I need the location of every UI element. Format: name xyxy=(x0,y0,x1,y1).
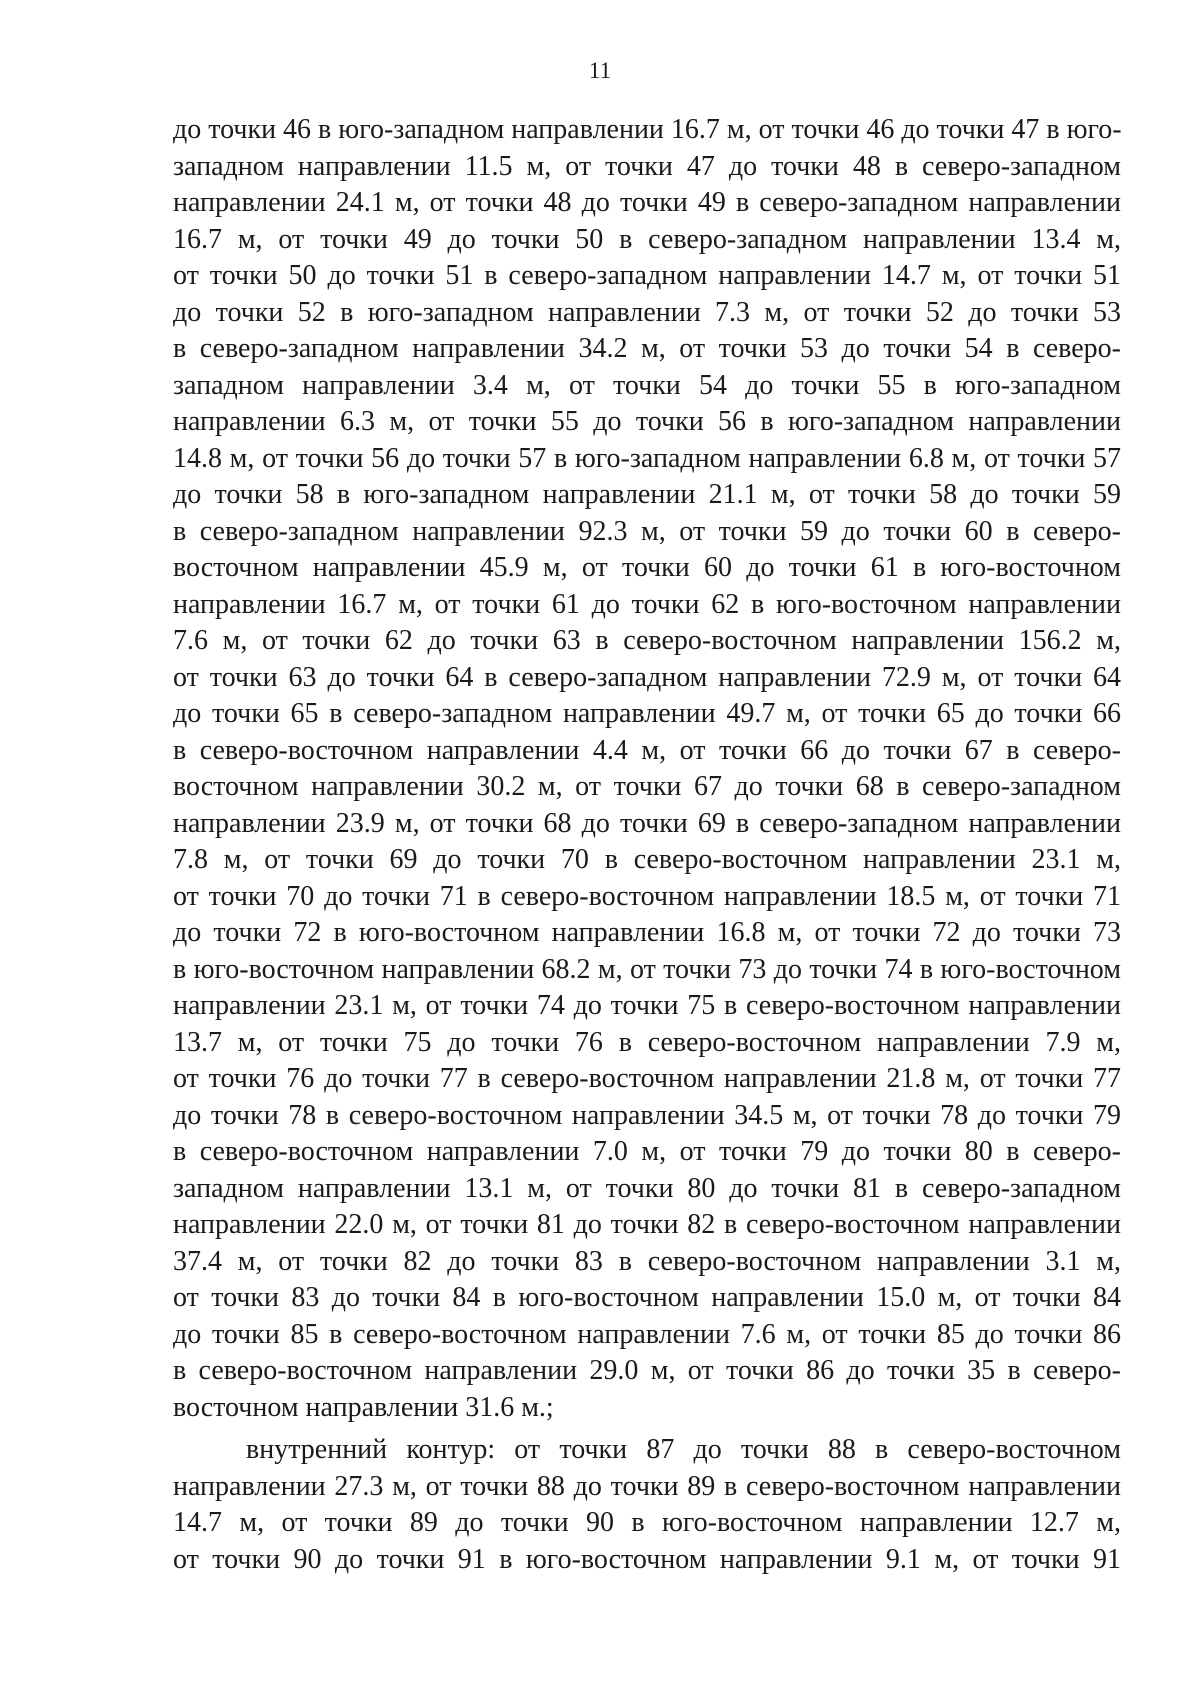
text-line: направлении 23.9 м, от точки 68 до точки 69 в северо-западном направлении xyxy=(173,807,1121,839)
text-line: 7.8 м, от точки 69 до точки 70 в северо-восточном направлении 23.1 м, xyxy=(173,844,1121,875)
text-line: западном направлении 11.5 м, от точки 47 до точки 48 в северо-западном xyxy=(173,150,1121,182)
text-line: от точки 83 до точки 84 в юго-восточном направлении 15.0 м, от точки 84 xyxy=(173,1282,1121,1313)
text-line: от точки 50 до точки 51 в северо-западном направлении 14.7 м, от точки 51 xyxy=(173,260,1121,291)
text-line: направлении 27.3 м, от точки 88 до точки 89 в северо-восточном направлении xyxy=(173,1470,1121,1502)
text-line: в северо-восточном направлении 7.0 м, от точки 79 до точки 80 в северо- xyxy=(173,1136,1121,1167)
text-line: от точки 63 до точки 64 в северо-западном направлении 72.9 м, от точки 64 xyxy=(173,661,1121,693)
text-line: направлении 23.1 м, от точки 74 до точки 75 в северо-восточном направлении xyxy=(173,990,1121,1021)
text-line: внутренний контур: от точки 87 до точки 88 в северо-восточном xyxy=(246,1434,1121,1465)
paragraph-inner-contour xyxy=(173,1432,1121,1578)
text-line: в северо-западном направлении 34.2 м, от точки 53 до точки 54 в северо- xyxy=(173,333,1121,364)
text-line: восточном направлении 31.6 м.; xyxy=(173,1391,554,1423)
text-line: 16.7 м, от точки 49 до точки 50 в северо-западном направлении 13.4 м, xyxy=(173,223,1121,255)
text-line: от точки 90 до точки 91 в юго-восточном направлении 9.1 м, от точки 91 xyxy=(173,1543,1121,1575)
text-line: направлении 24.1 м, от точки 48 до точки 49 в северо-западном направлении xyxy=(173,187,1121,218)
text-line: направлении 6.3 м, от точки 55 до точки 56 в юго-западном направлении xyxy=(173,406,1121,437)
text-line: в северо-западном направлении 92.3 м, от точки 59 до точки 60 в северо- xyxy=(173,515,1121,547)
paragraph-outer-contour xyxy=(173,112,1121,1426)
page-number: 11 xyxy=(588,58,612,83)
text-line: в северо-восточном направлении 4.4 м, от точки 66 до точки 67 в северо- xyxy=(173,734,1121,766)
text-line: восточном направлении 30.2 м, от точки 67 до точки 68 в северо-западном xyxy=(173,771,1121,802)
text-line: 14.8 м, от точки 56 до точки 57 в юго-западном направлении 6.8 м, от точки 57 xyxy=(173,442,1121,474)
text-line: 13.7 м, от точки 75 до точки 76 в северо-восточном направлении 7.9 м, xyxy=(173,1026,1121,1058)
text-line: до точки 65 в северо-западном направлении 49.7 м, от точки 65 до точки 66 xyxy=(173,698,1121,729)
document-body xyxy=(173,112,1121,1578)
text-line: западном направлении 3.4 м, от точки 54 до точки 55 в юго-западном xyxy=(173,369,1121,401)
text-line: от точки 70 до точки 71 в северо-восточном направлении 18.5 м, от точки 71 xyxy=(173,880,1121,912)
text-line: направлении 16.7 м, от точки 61 до точки 62 в юго-восточном направлении xyxy=(173,588,1121,620)
text-line: до точки 52 в юго-западном направлении 7.3 м, от точки 52 до точки 53 xyxy=(173,296,1121,328)
text-line: 14.7 м, от точки 89 до точки 90 в юго-восточном направлении 12.7 м, xyxy=(173,1507,1121,1538)
text-line: до точки 85 в северо-восточном направлении 7.6 м, от точки 85 до точки 86 xyxy=(173,1318,1121,1350)
text-line: до точки 78 в северо-восточном направлении 34.5 м, от точки 78 до точки 79 xyxy=(173,1099,1121,1131)
text-line: направлении 22.0 м, от точки 81 до точки 82 в северо-восточном направлении xyxy=(173,1209,1121,1240)
text-line: в юго-восточном направлении 68.2 м, от точки 73 до точки 74 в юго-восточном xyxy=(173,953,1121,985)
text-line: до точки 46 в юго-западном направлении 16.7 м, от точки 46 до точки 47 в юго- xyxy=(173,114,1122,145)
text-line: в северо-восточном направлении 29.0 м, от точки 86 до точки 35 в северо- xyxy=(173,1355,1121,1386)
text-line: до точки 72 в юго-восточном направлении 16.8 м, от точки 72 до точки 73 xyxy=(173,917,1121,948)
text-line: до точки 58 в юго-западном направлении 21.1 м, от точки 58 до точки 59 xyxy=(173,479,1121,510)
text-line: от точки 76 до точки 77 в северо-восточном направлении 21.8 м, от точки 77 xyxy=(173,1063,1121,1094)
text-line: 37.4 м, от точки 82 до точки 83 в северо-восточном направлении 3.1 м, xyxy=(173,1245,1121,1277)
text-line: 7.6 м, от точки 62 до точки 63 в северо-восточном направлении 156.2 м, xyxy=(173,625,1121,656)
text-line: западном направлении 13.1 м, от точки 80 до точки 81 в северо-западном xyxy=(173,1172,1121,1204)
text-line: восточном направлении 45.9 м, от точки 60 до точки 61 в юго-восточном xyxy=(173,552,1121,583)
